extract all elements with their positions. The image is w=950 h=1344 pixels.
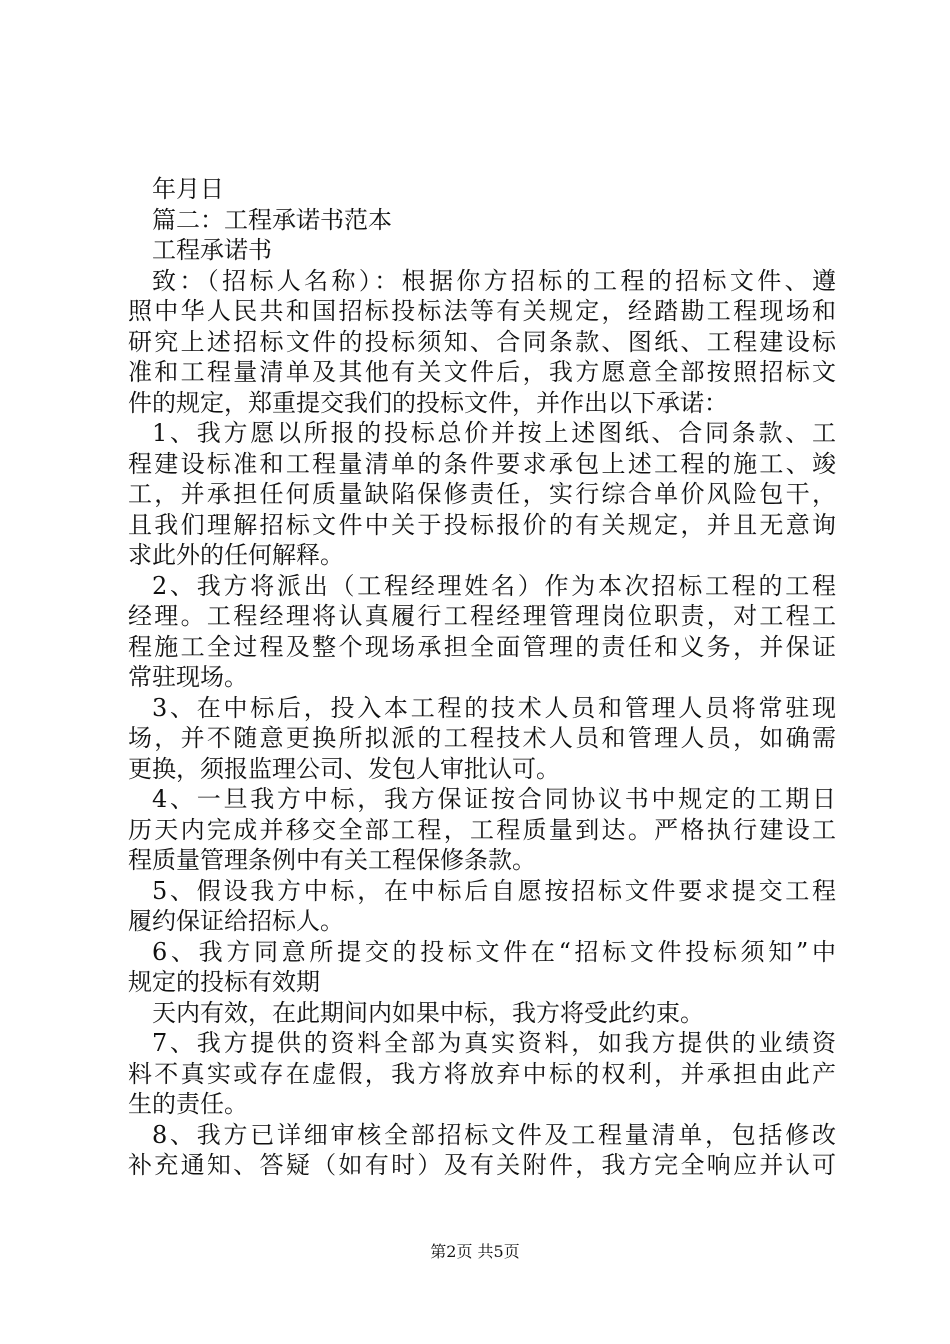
text-line: 年月日	[152, 175, 224, 203]
text-line: 天内有效，在此期间内如果中标，我方将受此约束。	[152, 998, 704, 1027]
text-line: 常驻现场。	[128, 663, 248, 691]
text-line: 5、假设我方中标，在中标后自愿按招标文件要求提交工程	[152, 876, 836, 905]
document-body	[128, 174, 836, 1181]
text-line: 工程承诺书	[152, 236, 272, 264]
text-line: 更换，须报监理公司、发包人审批认可。	[128, 754, 560, 783]
text-line: 历天内完成并移交全部工程，工程质量到达。严格执行建设工	[128, 815, 836, 844]
text-line: 研究上述招标文件的投标须知、合同条款、图纸、工程建设标	[128, 327, 836, 356]
text-line: 履约保证给招标人。	[128, 907, 344, 935]
text-line: 1、我方愿以所报的投标总价并按上述图纸、合同条款、工	[152, 419, 836, 447]
text-line: 7、我方提供的资料全部为真实资料，如我方提供的业绩资	[152, 1029, 836, 1057]
text-line: 场，并不随意更换所拟派的工程技术人员和管理人员，如确需	[128, 724, 836, 752]
text-line: 6、我方同意所提交的投标文件在“招标文件投标须知”中	[152, 937, 836, 966]
text-line: 3、在中标后，投入本工程的技术人员和管理人员将常驻现	[152, 693, 836, 722]
text-line: 求此外的任何解释。	[128, 541, 344, 569]
text-line: 程建设标准和工程量清单的条件要求承包上述工程的施工、竣	[128, 449, 836, 478]
text-line: 程施工全过程及整个现场承担全面管理的责任和义务，并保证	[128, 632, 836, 661]
text-line: 料不真实或存在虚假，我方将放弃中标的权利，并承担由此产	[128, 1059, 836, 1088]
text-line: 照中华人民共和国招标投标法等有关规定，经踏勘工程现场和	[128, 297, 836, 325]
text-line: 2、我方将派出（工程经理姓名）作为本次招标工程的工程	[152, 571, 836, 600]
text-line: 准和工程量清单及其他有关文件后，我方愿意全部按照招标文	[128, 358, 836, 386]
page-footer: 第2页 共5页	[430, 1242, 520, 1261]
text-line: 8、我方已详细审核全部招标文件及工程量清单，包括修改	[152, 1120, 836, 1149]
text-line: 件的规定，郑重提交我们的投标文件，并作出以下承诺：	[128, 388, 728, 417]
text-line: 且我们理解招标文件中关于投标报价的有关规定，并且无意询	[128, 510, 836, 539]
text-line: 工，并承担任何质量缺陷保修责任，实行综合单价风险包干，	[128, 480, 836, 508]
text-line: 经理。工程经理将认真履行工程经理管理岗位职责，对工程工	[128, 602, 836, 630]
text-line: 程质量管理条例中有关工程保修条款。	[128, 846, 536, 874]
text-line: 致：（招标人名称）：根据你方招标的工程的招标文件、遵	[152, 266, 836, 295]
text-line: 规定的投标有效期	[128, 968, 320, 996]
text-line: 4、一旦我方中标，我方保证按合同协议书中规定的工期日	[152, 785, 836, 813]
text-line: 篇二：工程承诺书范本	[152, 205, 392, 234]
text-line: 生的责任。	[128, 1090, 248, 1118]
text-line: 补充通知、答疑（如有时）及有关附件，我方完全响应并认可	[128, 1151, 836, 1179]
